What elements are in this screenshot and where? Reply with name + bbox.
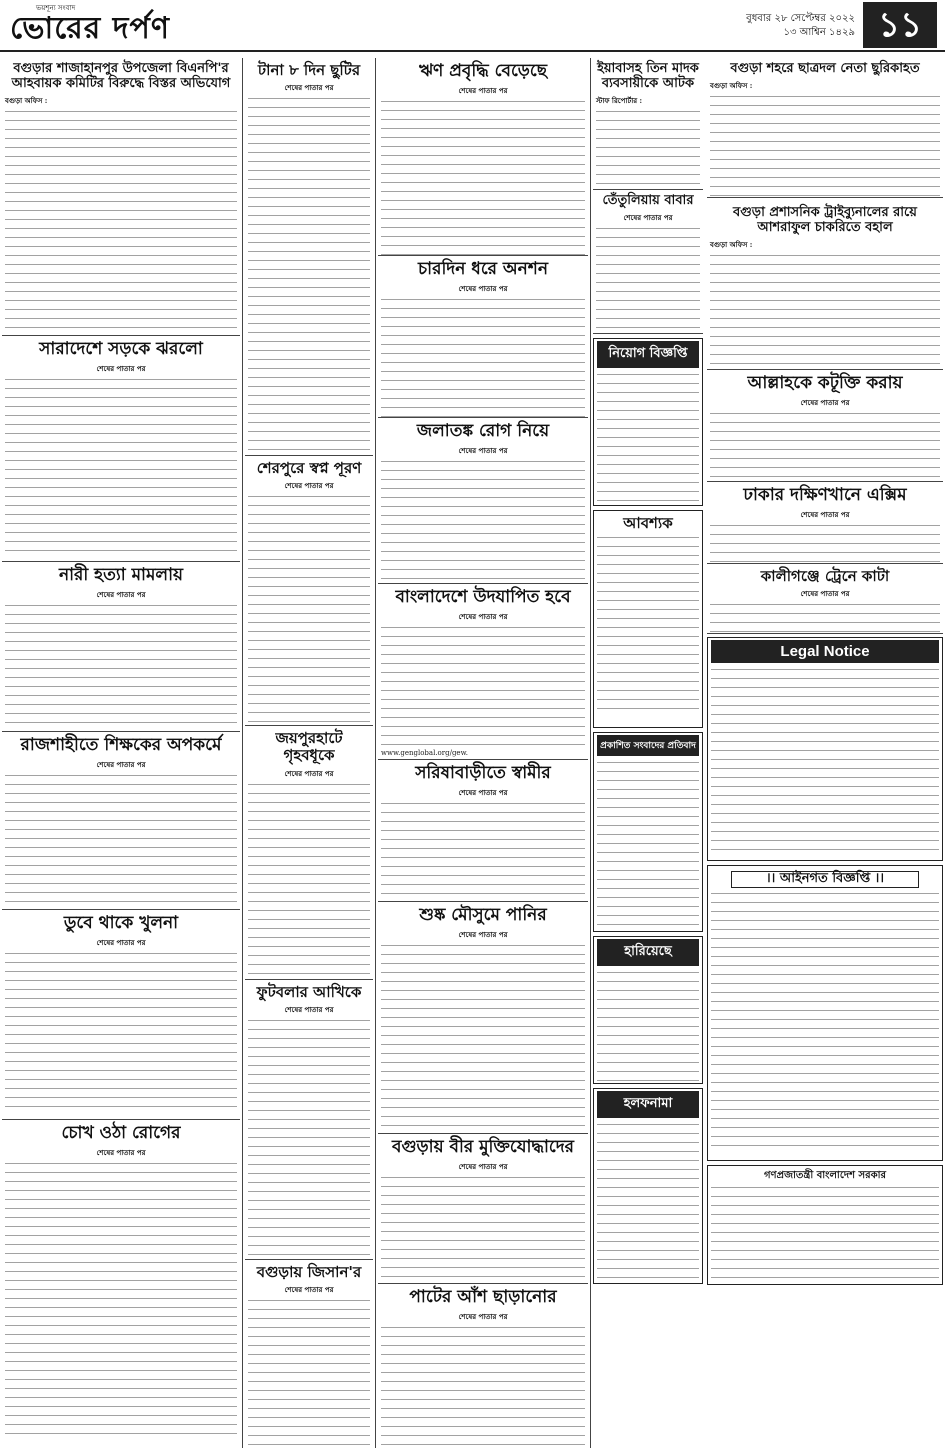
body-text xyxy=(381,801,585,901)
headline: বগুড়া শহরে ছাত্রদল নেতা ছুরিকাহত xyxy=(730,61,920,76)
byline: শেষের পাতার পর xyxy=(96,1147,146,1157)
story-sherpur-dream xyxy=(245,456,373,726)
body-text xyxy=(710,523,940,563)
ad-heading: হলফনামা xyxy=(597,1091,699,1118)
story-shajahanpur-bnp xyxy=(2,58,240,336)
story-dry-season-water xyxy=(378,902,588,1134)
headline: ঢাকার দক্ষিণখানে এক্সিম xyxy=(743,485,907,505)
byline: শেষের পাতার পর xyxy=(284,1005,334,1015)
story-link[interactable]: www.genglobal.org/gew. xyxy=(381,748,468,757)
masthead-tagline: ভয়শূন্য সংবাদ xyxy=(36,4,76,12)
byline: শেষের পাতার পর xyxy=(96,937,146,947)
ad-text xyxy=(597,970,699,1084)
body-text xyxy=(5,377,237,557)
ad-heading: আবশ্যক xyxy=(623,514,673,532)
story-blasphemy xyxy=(707,370,943,482)
body-text xyxy=(381,297,585,417)
headline: ঋণ প্রবৃদ্ধি বেড়েছে xyxy=(418,61,548,81)
headline: জলাতঙ্ক রোগ নিয়ে xyxy=(416,421,550,441)
byline: শেষের পাতার পর xyxy=(284,1285,334,1295)
story-road-accidents xyxy=(2,336,240,562)
byline: বগুড়া অফিস : xyxy=(710,80,753,90)
headline: তেঁতুলিয়ায় বাবার xyxy=(602,193,694,208)
masthead xyxy=(0,0,945,52)
column-5-lower xyxy=(707,202,943,1285)
column-2 xyxy=(245,58,373,1446)
story-jute-fiber xyxy=(378,1284,588,1446)
ad-legal-notice xyxy=(707,637,943,861)
headline: বাংলাদেশে উদযাপিত হবে xyxy=(395,587,571,607)
byline: শেষের পাতার পর xyxy=(458,929,508,939)
headline: টানা ৮ দিন ছুটির xyxy=(257,61,361,79)
ad-needed xyxy=(593,510,703,728)
byline: শেষের পাতার পর xyxy=(458,283,508,293)
story-four-day-hunger-strike xyxy=(378,256,588,418)
byline: শেষের পাতার পর xyxy=(458,445,508,455)
headline: ফুটবলার আখিকে xyxy=(256,983,362,1001)
body-text xyxy=(596,226,700,334)
story-joypurhat-housewife xyxy=(245,726,373,980)
story-yaba-arrest xyxy=(593,58,703,190)
headline: জয়পুরহাটে গৃহবধূকে xyxy=(275,729,343,765)
byline: শেষের পাতার পর xyxy=(458,1311,508,1321)
date-gregorian: বুধবার ২৮ সেপ্টেম্বর ২০২২ xyxy=(746,13,855,24)
headline: পাটের আঁশ ছাড়ানোর xyxy=(409,1287,557,1307)
headline: রাজশাহীতে শিক্ষকের অপকর্মে xyxy=(20,735,222,755)
body-text xyxy=(596,109,700,189)
body-text xyxy=(381,99,585,255)
ad-job-circular xyxy=(593,338,703,506)
byline: শেষের পাতার পর xyxy=(800,589,850,599)
ad-affidavit xyxy=(593,1088,703,1284)
ad-heading: গণপ্রজাতন্ত্রী বাংলাদেশ সরকার xyxy=(764,1170,886,1181)
body-text xyxy=(248,494,370,726)
body-text xyxy=(381,1325,585,1446)
byline: বগুড়া অফিস : xyxy=(710,239,753,249)
headline: ডুবে থাকে খুলনা xyxy=(63,913,179,933)
body-text xyxy=(248,1298,370,1446)
story-dakshinkhan-exim xyxy=(707,482,943,564)
headline: বগুড়ায় জিসান'র xyxy=(256,1263,362,1281)
story-women-murder-case xyxy=(2,562,240,732)
headline: কালীগঞ্জে ট্রেনে কাটা xyxy=(760,567,890,585)
headline: বগুড়ার শাজাহানপুর উপজেলা বিএনপি'র আহবায়ক কমিটির বিরুদ্ধে বিস্তর অভিযোগ xyxy=(11,61,231,91)
headline: চারদিন ধরে অনশন xyxy=(417,259,549,279)
body-text xyxy=(710,411,940,481)
headline: সারাদেশে সড়কে ঝরলো xyxy=(39,339,203,359)
body-text xyxy=(710,602,940,632)
body-text xyxy=(710,253,940,365)
ad-lost xyxy=(593,936,703,1084)
story-bogura-jisan xyxy=(245,1260,373,1446)
story-freedom-fighters xyxy=(378,1134,588,1284)
body-text xyxy=(248,96,370,456)
ad-text xyxy=(597,1122,699,1284)
headline: চোখ ওঠা রোগের xyxy=(61,1123,181,1143)
body-text xyxy=(248,1018,370,1260)
story-loan-growth xyxy=(378,58,588,256)
body-text xyxy=(5,773,237,905)
body-text xyxy=(5,951,237,1115)
byline: শেষের পাতার পর xyxy=(96,363,146,373)
column-3 xyxy=(378,58,588,1446)
page-number: ১১ xyxy=(863,2,937,48)
byline: শেষের পাতার পর xyxy=(458,787,508,797)
story-eye-disease xyxy=(2,1120,240,1438)
byline: স্টাফ রিপোর্টার : xyxy=(596,95,643,105)
story-chhatradal-stabbed xyxy=(707,58,943,198)
column-rule xyxy=(590,58,591,1448)
column-5 xyxy=(707,58,943,198)
body-text xyxy=(5,1161,237,1438)
story-sarishabari-husband xyxy=(378,760,588,902)
byline: শেষের পাতার পর xyxy=(458,1161,508,1171)
headline: বগুড়া প্রশাসনিক ট্রাইব্যুনালের রায়ে আশরাফুল চাকরিতে বহাল xyxy=(733,205,917,235)
ad-text xyxy=(711,667,939,857)
ad-text xyxy=(597,760,699,932)
ad-text xyxy=(597,535,699,713)
byline: শেষের পাতার পর xyxy=(96,589,146,599)
byline: বগুড়া অফিস : xyxy=(5,95,48,105)
column-rule xyxy=(375,58,376,1448)
date-bengali: ১৩ আশ্বিন ১৪২৯ xyxy=(783,27,855,38)
story-rabies xyxy=(378,418,588,584)
story-footballer-akhi xyxy=(245,980,373,1260)
newspaper-logo: ভোরের দর্পণ xyxy=(10,11,170,46)
headline: আল্লাহকে কটূক্তি করায় xyxy=(747,373,903,393)
body-text xyxy=(381,625,585,749)
ad-text xyxy=(597,372,699,506)
ad-heading: ।। আইনগত বিজ্ঞপ্তি ।। xyxy=(731,871,919,888)
body-text xyxy=(5,603,237,727)
headline: বগুড়ায় বীর মুক্তিযোদ্ধাদের xyxy=(391,1137,574,1157)
byline: শেষের পাতার পর xyxy=(284,481,334,491)
byline: শেষের পাতার পর xyxy=(284,83,334,93)
body-text xyxy=(5,109,237,331)
column-rule xyxy=(242,58,243,1448)
ad-court-notice xyxy=(707,1165,943,1285)
body-text xyxy=(710,94,940,198)
byline: শেষের পাতার পর xyxy=(458,611,508,621)
byline: শেষের পাতার পর xyxy=(96,759,146,769)
ad-heading: নিয়োগ বিজ্ঞপ্তি xyxy=(597,341,699,368)
ad-text xyxy=(711,1185,939,1281)
story-celebration xyxy=(378,584,588,760)
body-text xyxy=(381,943,585,1133)
ad-heading: Legal Notice xyxy=(711,640,939,663)
story-khulna-flooding xyxy=(2,910,240,1120)
date-line xyxy=(746,12,855,40)
body-text xyxy=(381,459,585,583)
headline: ইয়াবাসহ তিন মাদক ব্যবসায়ীকে আটক xyxy=(597,61,699,91)
story-rajshahi-teacher xyxy=(2,732,240,910)
story-tribunal-verdict xyxy=(707,202,943,370)
byline: শেষের পাতার পর xyxy=(284,768,334,778)
headline: নারী হত্যা মামলায় xyxy=(58,565,184,585)
byline: শেষের পাতার পর xyxy=(458,85,508,95)
ad-heading: হারিয়েছে xyxy=(597,939,699,966)
body-text xyxy=(381,1175,585,1283)
story-kaliganj-train xyxy=(707,564,943,634)
headline: শুষ্ক মৌসুমে পানির xyxy=(419,905,547,925)
byline: শেষের পাতার পর xyxy=(623,212,673,222)
byline: শেষের পাতার পর xyxy=(800,397,850,407)
body-text xyxy=(248,782,370,981)
ad-text xyxy=(711,891,939,1147)
headline: সরিষাবাড়ীতে স্বামীর xyxy=(415,763,551,783)
byline: শেষের পাতার পর xyxy=(800,509,850,519)
column-1 xyxy=(2,58,240,1438)
story-eight-day-holiday xyxy=(245,58,373,456)
ad-legal-notice-bengali xyxy=(707,865,943,1161)
column-4 xyxy=(593,58,703,1284)
story-tetulia-father xyxy=(593,190,703,334)
ad-heading: প্রকাশিত সংবাদের প্রতিবাদ xyxy=(597,735,699,756)
headline: শেরপুরে স্বপ্ন পূরণ xyxy=(256,459,362,477)
ad-denial xyxy=(593,732,703,932)
